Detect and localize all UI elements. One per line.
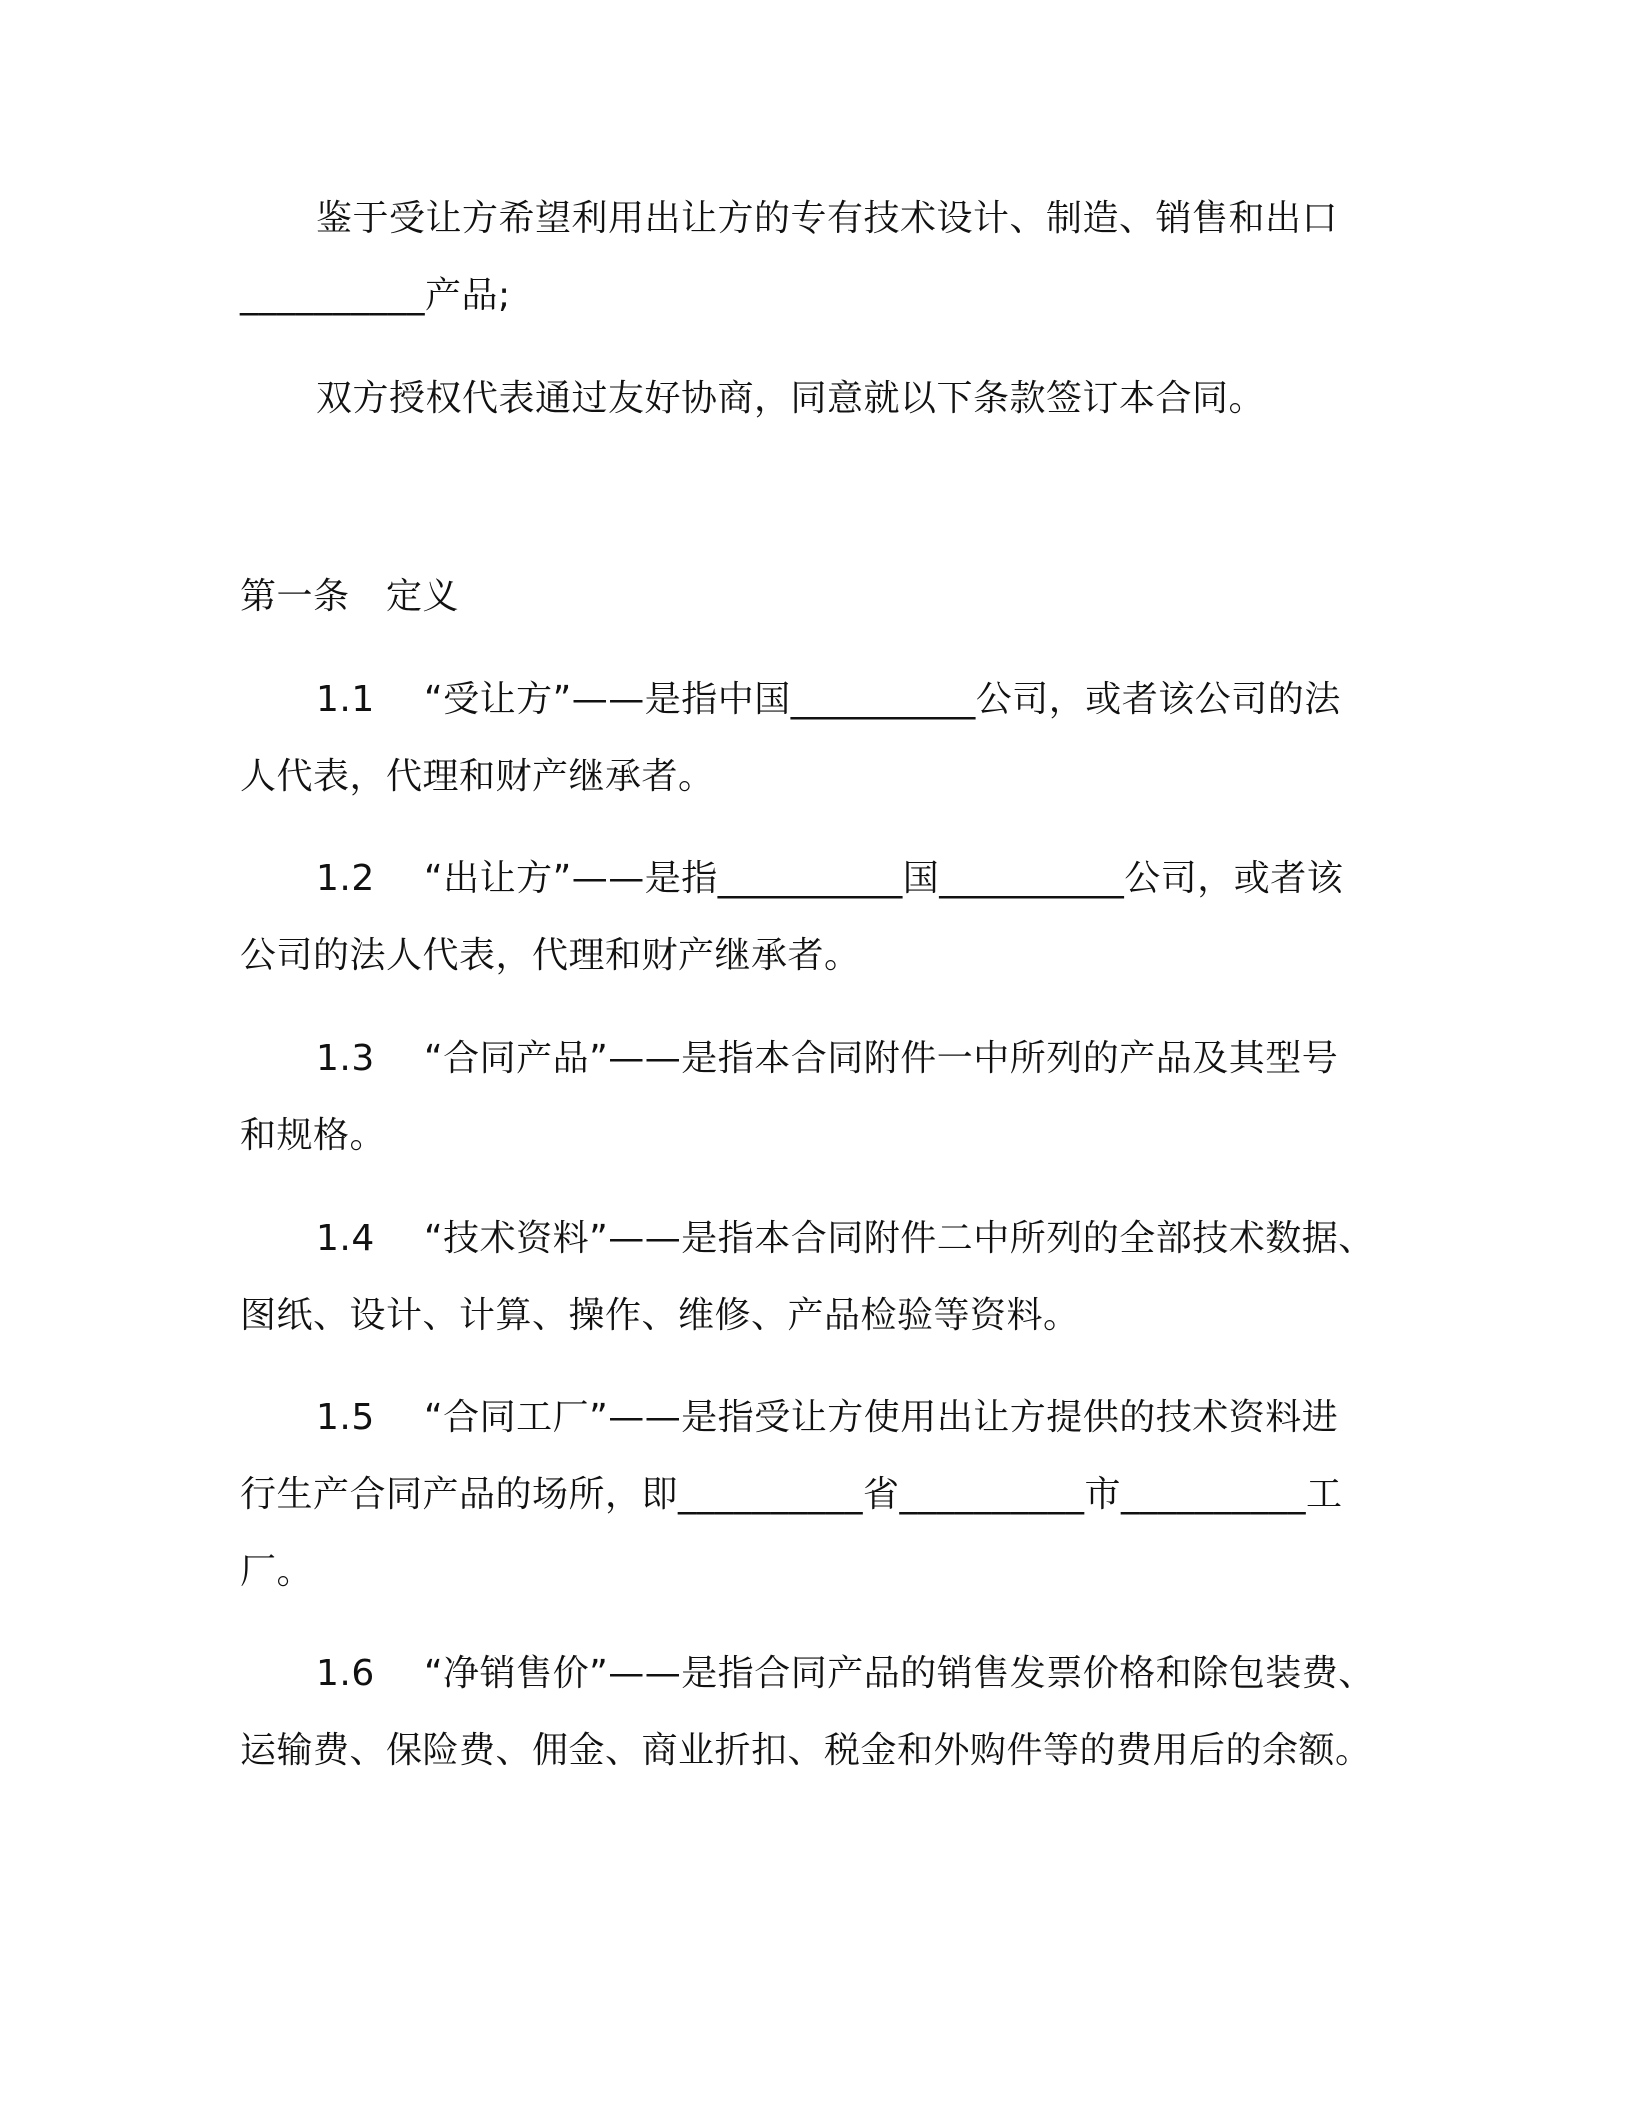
clause-1-2-line-2: 公司的法人代表，代理和财产继承者。: [240, 935, 861, 976]
clause-number: 1.4: [316, 1218, 375, 1259]
clause-1-5-line-2: 行生产合同产品的场所，即__________省__________市__________工: [240, 1474, 1343, 1515]
clause-1-6-line-2: 运输费、保险费、佣金、商业折扣、税金和外购件等的费用后的余额。: [240, 1730, 1372, 1771]
clause-number: 1.5: [316, 1397, 375, 1438]
clause-1-3-line-2: 和规格。: [240, 1115, 387, 1156]
clause-1-5-line-3: 厂。: [240, 1551, 314, 1592]
article-title: 第一条 定义: [240, 576, 460, 617]
clause-1-2-line-1: [316, 855, 1343, 903]
clause-1-1-line-1: [316, 676, 1341, 724]
preamble-paragraph-1-line-1: 鉴于受让方希望利用出让方的专有技术设计、制造、销售和出口: [316, 198, 1339, 239]
clause-text: “净销售价”——是指合同产品的销售发票价格和除包装费、: [424, 1653, 1375, 1694]
clause-text: “出让方”——是指__________国__________公司，或者该: [424, 858, 1344, 899]
clause-number: 1.6: [316, 1653, 375, 1694]
clause-number: 1.2: [316, 858, 375, 899]
preamble-paragraph-2: 双方授权代表通过友好协商，同意就以下条款签订本合同。: [316, 378, 1266, 419]
clause-1-5-line-1: [316, 1394, 1338, 1442]
preamble-paragraph-1-line-2: __________产品;: [240, 275, 511, 316]
clause-1-6-line-1: [316, 1650, 1375, 1698]
clause-number: 1.3: [316, 1038, 375, 1079]
clause-text: “技术资料”——是指本合同附件二中所列的全部技术数据、: [424, 1218, 1375, 1259]
clause-number: 1.1: [316, 679, 375, 720]
clause-1-4-line-2: 图纸、设计、计算、操作、维修、产品检验等资料。: [240, 1295, 1080, 1336]
clause-1-1-line-2: 人代表，代理和财产继承者。: [240, 756, 715, 797]
clause-text: “受让方”——是指中国__________公司，或者该公司的法: [424, 679, 1341, 720]
clause-1-3-line-1: [316, 1035, 1338, 1083]
clause-text: “合同产品”——是指本合同附件一中所列的产品及其型号: [424, 1038, 1339, 1079]
clause-1-4-line-1: [316, 1215, 1375, 1263]
clause-text: “合同工厂”——是指受让方使用出让方提供的技术资料进: [424, 1397, 1339, 1438]
